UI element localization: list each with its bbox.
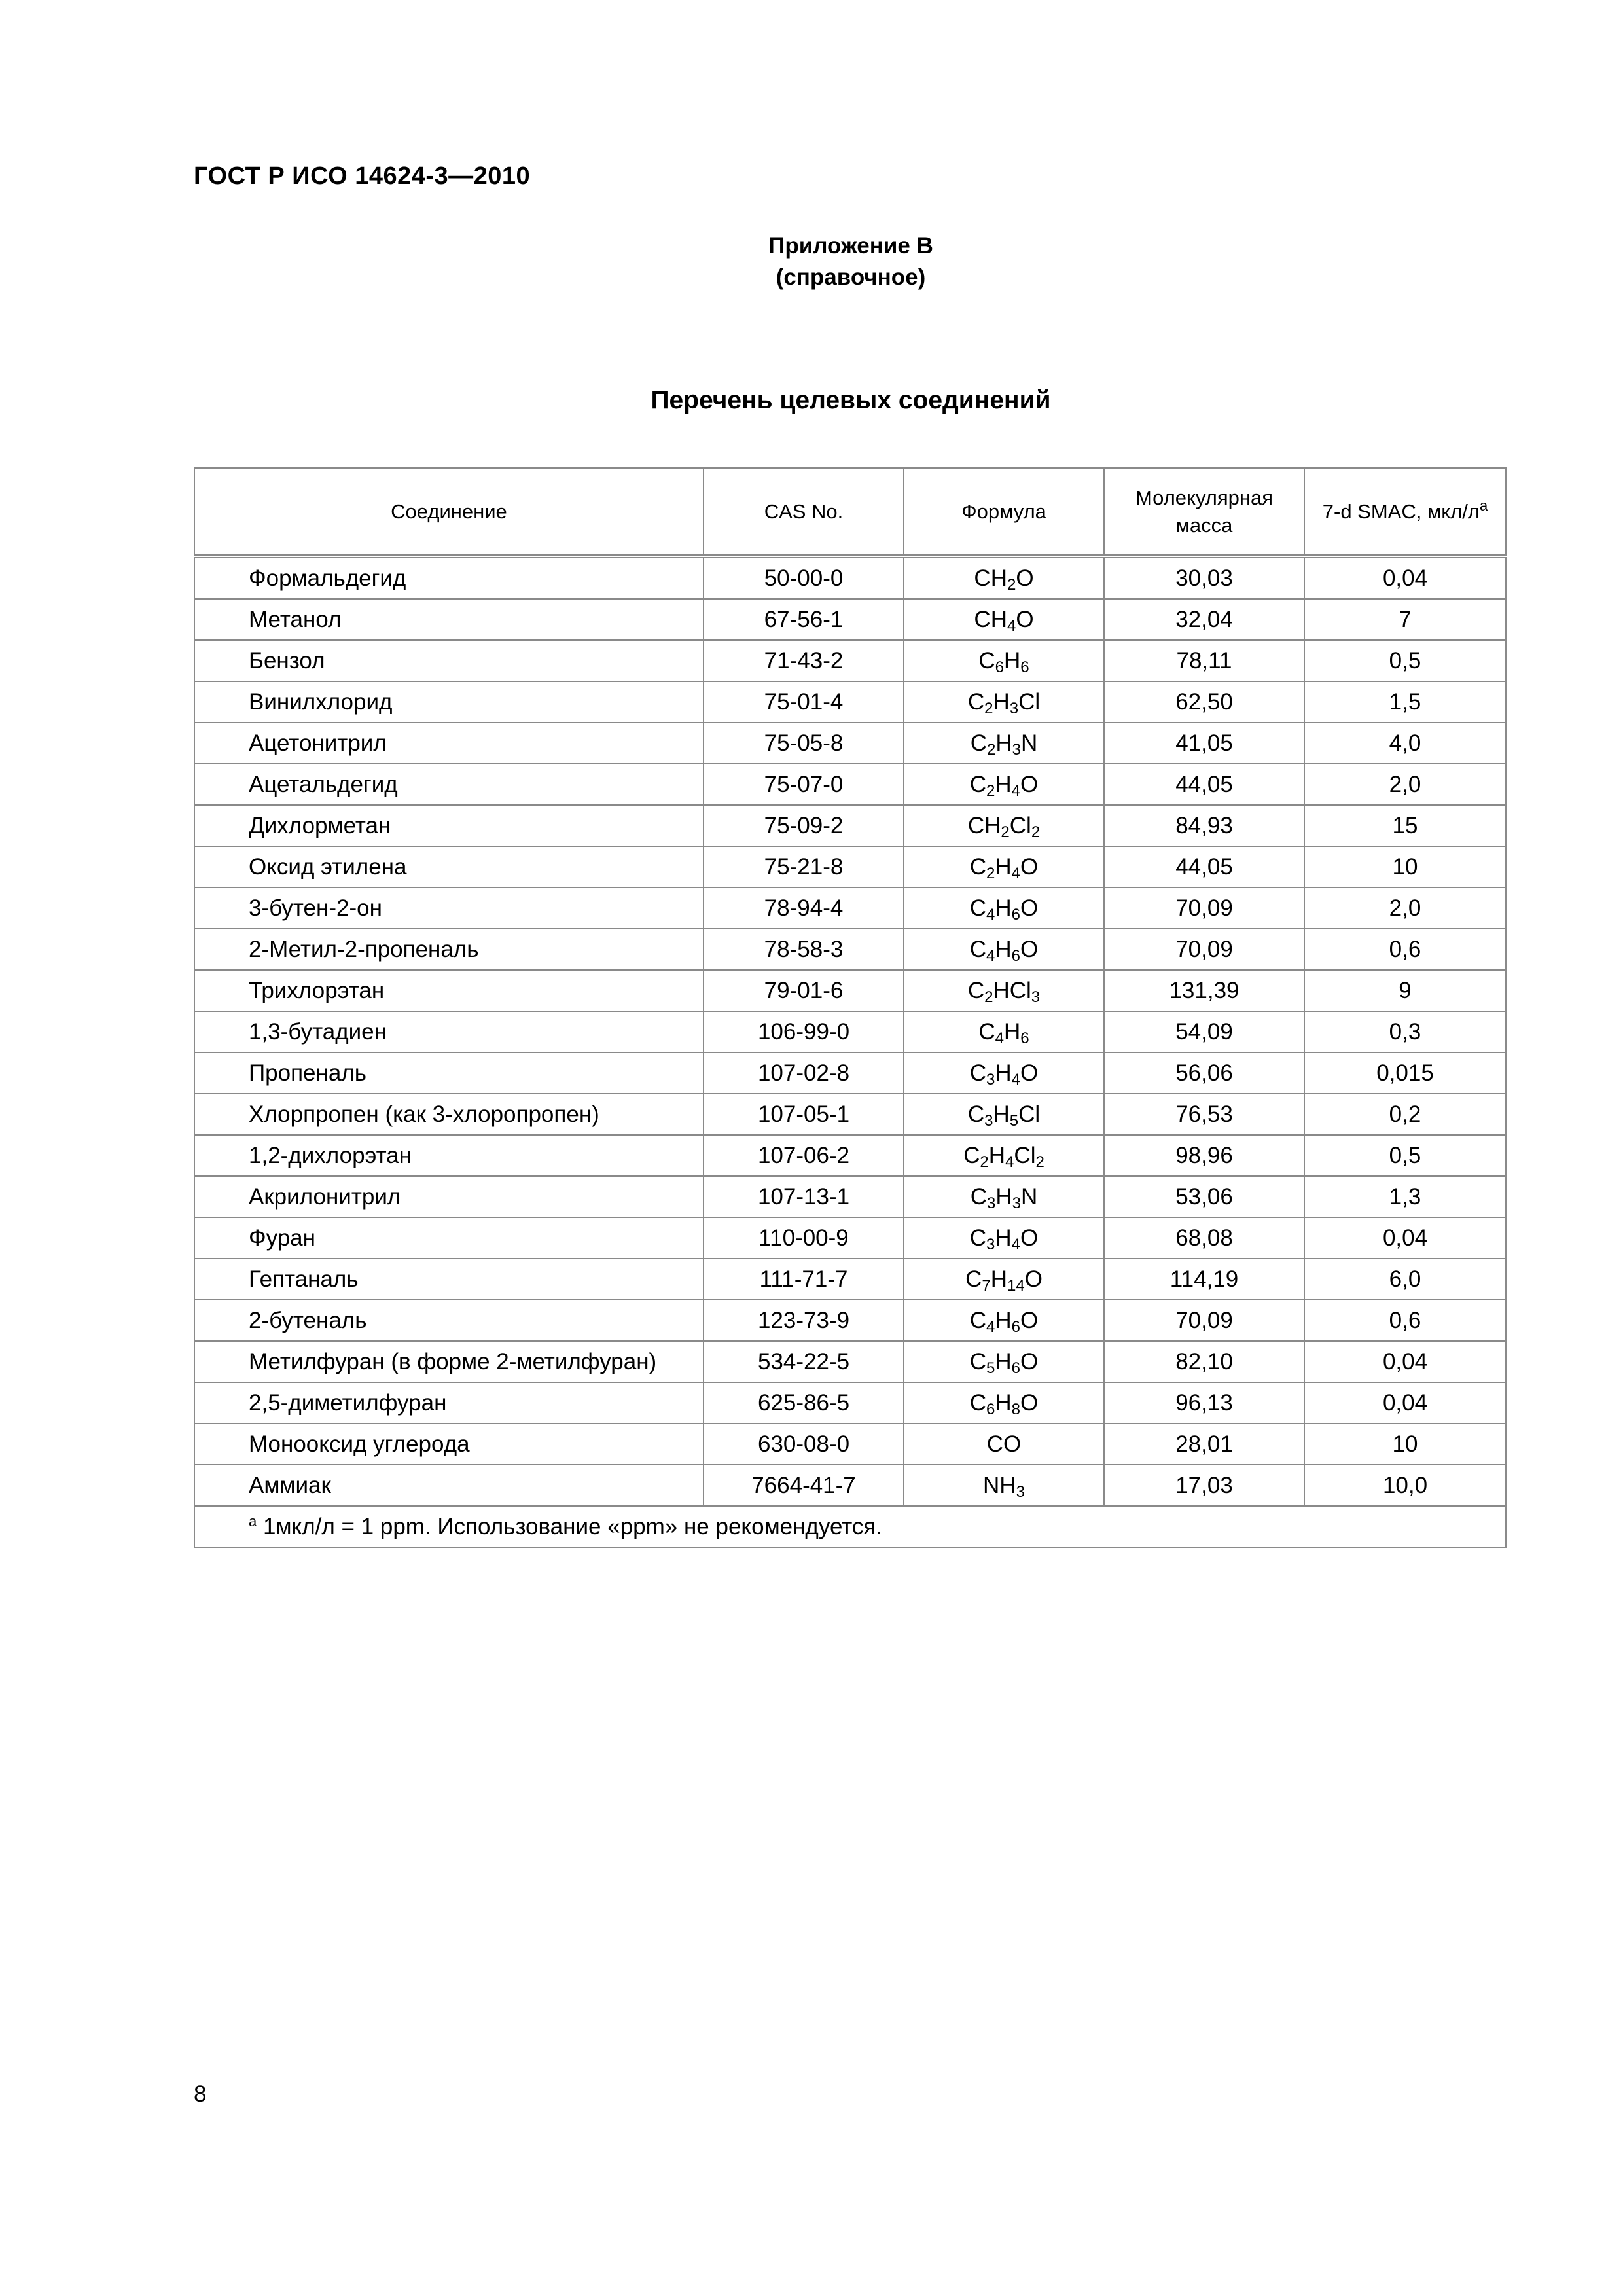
cas-number-cell: 50-00-0 — [704, 556, 904, 599]
table-row — [194, 805, 1506, 846]
formula-element: C — [978, 647, 995, 673]
compound-name-cell: Фуран — [194, 1217, 704, 1259]
molecular-mass-cell: 76,53 — [1104, 1094, 1304, 1135]
smac-value-cell: 0,2 — [1304, 1094, 1506, 1135]
formula-element: H — [995, 1225, 1012, 1251]
formula-cell — [904, 1424, 1104, 1465]
formula-element: O — [1020, 936, 1039, 962]
molecular-mass-cell: 53,06 — [1104, 1176, 1304, 1217]
compound-name-cell: 2-бутеналь — [194, 1300, 704, 1341]
formula-element: C — [963, 1142, 980, 1168]
formula-subscript: 4 — [986, 1318, 995, 1336]
formula-cell — [904, 556, 1104, 599]
formula-cell — [904, 1135, 1104, 1176]
header-mass-line2: масса — [1175, 513, 1233, 537]
formula-element: C — [969, 895, 987, 921]
smac-value-cell: 0,5 — [1304, 1135, 1506, 1176]
compound-name-cell: Хлорпропен (как 3-хлоропропен) — [194, 1094, 704, 1135]
formula-subscript: 2 — [984, 699, 993, 717]
compound-name-cell: Ацетонитрил — [194, 723, 704, 764]
formula-element: H — [990, 1266, 1007, 1292]
formula-subscript: 4 — [1007, 617, 1016, 635]
formula-element: C — [967, 689, 985, 715]
table-row — [194, 681, 1506, 723]
formula-element: O — [1020, 1390, 1039, 1416]
cas-number-cell: 630-08-0 — [704, 1424, 904, 1465]
table-header-row — [194, 468, 1506, 556]
formula-element: H — [993, 1101, 1010, 1127]
formula-subscript: 3 — [986, 1070, 995, 1088]
molecular-mass-cell: 96,13 — [1104, 1382, 1304, 1424]
formula-element: H — [995, 936, 1012, 962]
formula-element: CH — [974, 606, 1007, 632]
cas-number-cell: 111-71-7 — [704, 1259, 904, 1300]
table-row — [194, 1341, 1506, 1382]
formula-cell — [904, 1052, 1104, 1094]
smac-value-cell: 1,3 — [1304, 1176, 1506, 1217]
cas-number-cell: 75-07-0 — [704, 764, 904, 805]
formula-subscript: 2 — [986, 864, 995, 882]
formula-subscript: 6 — [995, 658, 1004, 676]
cas-number-cell: 110-00-9 — [704, 1217, 904, 1259]
table-row — [194, 1465, 1506, 1506]
formula-element: H — [995, 1060, 1012, 1086]
molecular-mass-cell: 32,04 — [1104, 599, 1304, 640]
formula-element: O — [1020, 1225, 1039, 1251]
cas-number-cell: 75-01-4 — [704, 681, 904, 723]
compound-name-cell: Оксид этилена — [194, 846, 704, 888]
table-row — [194, 556, 1506, 599]
formula-element: CH — [967, 812, 1001, 838]
formula-element: H — [995, 1390, 1012, 1416]
table-row — [194, 1424, 1506, 1465]
smac-value-cell: 2,0 — [1304, 888, 1506, 929]
compounds-table — [194, 467, 1507, 1548]
header-smac-label: 7-d SMAC, мкл/л — [1322, 499, 1480, 523]
compound-name-cell: 2,5-диметилфуран — [194, 1382, 704, 1424]
smac-value-cell: 0,3 — [1304, 1011, 1506, 1052]
smac-value-cell: 6,0 — [1304, 1259, 1506, 1300]
formula-element: O — [1020, 853, 1039, 880]
formula-subscript: 5 — [1009, 1111, 1019, 1130]
compound-name-cell: Акрилонитрил — [194, 1176, 704, 1217]
formula-subscript: 4 — [986, 905, 995, 924]
molecular-mass-cell: 44,05 — [1104, 764, 1304, 805]
formula-subscript: 2 — [1031, 823, 1041, 841]
smac-value-cell: 10,0 — [1304, 1465, 1506, 1506]
smac-value-cell: 0,5 — [1304, 640, 1506, 681]
formula-element: H — [995, 1183, 1012, 1210]
formula-cell — [904, 1341, 1104, 1382]
formula-cell — [904, 970, 1104, 1011]
formula-element: O — [1020, 1307, 1039, 1333]
formula-element: O — [1016, 565, 1034, 591]
smac-value-cell: 0,6 — [1304, 929, 1506, 970]
formula-subscript: 4 — [986, 946, 995, 965]
formula-subscript: 3 — [987, 1194, 996, 1212]
formula-element: H — [995, 895, 1012, 921]
table-row — [194, 723, 1506, 764]
header-molecular-mass — [1104, 468, 1304, 556]
formula-element: N — [1021, 730, 1038, 756]
formula-subscript: 6 — [1011, 946, 1021, 965]
smac-value-cell: 0,6 — [1304, 1300, 1506, 1341]
formula-cell — [904, 929, 1104, 970]
molecular-mass-cell: 114,19 — [1104, 1259, 1304, 1300]
compound-name-cell: Метанол — [194, 599, 704, 640]
formula-element: O — [1020, 1060, 1039, 1086]
formula-element: Cl — [1018, 689, 1041, 715]
formula-cell — [904, 1382, 1104, 1424]
formula-cell — [904, 805, 1104, 846]
cas-number-cell: 78-94-4 — [704, 888, 904, 929]
smac-value-cell: 10 — [1304, 846, 1506, 888]
formula-subscript: 6 — [1011, 1318, 1021, 1336]
table-row — [194, 1300, 1506, 1341]
formula-element: H — [995, 730, 1012, 756]
cas-number-cell: 107-13-1 — [704, 1176, 904, 1217]
table-row — [194, 1135, 1506, 1176]
formula-element: H — [1004, 1018, 1021, 1045]
formula-subscript: 4 — [995, 1029, 1004, 1047]
formula-subscript: 3 — [1012, 1194, 1021, 1212]
compound-name-cell: 3-бутен-2-он — [194, 888, 704, 929]
formula-element: H — [995, 1348, 1012, 1374]
cas-number-cell: 106-99-0 — [704, 1011, 904, 1052]
formula-subscript: 3 — [986, 1235, 995, 1253]
molecular-mass-cell: 131,39 — [1104, 970, 1304, 1011]
formula-cell — [904, 1465, 1104, 1506]
table-row — [194, 1382, 1506, 1424]
molecular-mass-cell: 54,09 — [1104, 1011, 1304, 1052]
formula-element: C — [969, 1060, 987, 1086]
molecular-mass-cell: 28,01 — [1104, 1424, 1304, 1465]
formula-element: H — [995, 1307, 1012, 1333]
formula-cell — [904, 599, 1104, 640]
formula-subscript: 2 — [980, 1153, 989, 1171]
formula-subscript: 3 — [1012, 740, 1021, 759]
formula-cell — [904, 681, 1104, 723]
molecular-mass-cell: 98,96 — [1104, 1135, 1304, 1176]
formula-subscript: 7 — [982, 1276, 991, 1295]
formula-element: CH — [974, 565, 1007, 591]
header-formula: Формула — [904, 468, 1104, 556]
page-number: 8 — [194, 2081, 207, 2107]
formula-subscript: 6 — [1011, 1359, 1021, 1377]
compound-name-cell: 1,3-бутадиен — [194, 1011, 704, 1052]
smac-value-cell: 0,04 — [1304, 1382, 1506, 1424]
table-body — [194, 556, 1506, 1506]
table-row — [194, 1094, 1506, 1135]
formula-cell — [904, 1176, 1104, 1217]
compound-name-cell: Дихлорметан — [194, 805, 704, 846]
smac-value-cell: 7 — [1304, 599, 1506, 640]
table-row — [194, 1176, 1506, 1217]
formula-element: O — [1016, 606, 1034, 632]
formula-subscript: 2 — [1007, 575, 1016, 594]
formula-subscript: 5 — [986, 1359, 995, 1377]
appendix-title: Приложение В — [768, 233, 933, 259]
formula-subscript: 6 — [1011, 905, 1021, 924]
footnote-text: 1мкл/л = 1 ppm. Использование «ppm» не рекомендуется. — [262, 1513, 883, 1539]
footnote-cell — [194, 1506, 1506, 1547]
molecular-mass-cell: 78,11 — [1104, 640, 1304, 681]
formula-subscript: 6 — [986, 1400, 995, 1418]
header-compound: Соединение — [194, 468, 704, 556]
formula-subscript: 4 — [1011, 781, 1021, 800]
formula-element: H — [995, 853, 1012, 880]
smac-value-cell: 10 — [1304, 1424, 1506, 1465]
smac-value-cell: 9 — [1304, 970, 1506, 1011]
table-row — [194, 970, 1506, 1011]
molecular-mass-cell: 41,05 — [1104, 723, 1304, 764]
footnote-row — [194, 1506, 1506, 1547]
formula-subscript: 3 — [1009, 699, 1019, 717]
formula-element: C — [969, 1348, 987, 1374]
smac-value-cell: 0,015 — [1304, 1052, 1506, 1094]
formula-cell — [904, 888, 1104, 929]
cas-number-cell: 7664-41-7 — [704, 1465, 904, 1506]
formula-element: C — [969, 936, 987, 962]
formula-element: NH — [983, 1472, 1016, 1498]
formula-element: H — [1004, 647, 1021, 673]
formula-element: C — [970, 1183, 987, 1210]
compound-name-cell: Бензол — [194, 640, 704, 681]
document-code: ГОСТ Р ИСО 14624-3—2010 — [194, 162, 531, 190]
molecular-mass-cell: 68,08 — [1104, 1217, 1304, 1259]
appendix-heading — [0, 230, 1623, 293]
formula-subscript: 4 — [1011, 1235, 1021, 1253]
formula-subscript: 14 — [1007, 1276, 1025, 1295]
compound-name-cell: Трихлорэтан — [194, 970, 704, 1011]
compound-name-cell: Ацетальдегид — [194, 764, 704, 805]
formula-element: C — [969, 1307, 987, 1333]
table-row — [194, 1217, 1506, 1259]
table-row — [194, 1052, 1506, 1094]
compound-name-cell: 2-Метил-2-пропеналь — [194, 929, 704, 970]
header-smac — [1304, 468, 1506, 556]
formula-element: C — [978, 1018, 995, 1045]
smac-value-cell: 1,5 — [1304, 681, 1506, 723]
formula-cell — [904, 764, 1104, 805]
formula-subscript: 2 — [984, 988, 993, 1006]
cas-number-cell: 71-43-2 — [704, 640, 904, 681]
formula-element: C — [969, 771, 987, 797]
table-row — [194, 846, 1506, 888]
formula-subscript: 2 — [1001, 823, 1010, 841]
formula-element: N — [1021, 1183, 1038, 1210]
formula-element: O — [1020, 895, 1039, 921]
formula-cell — [904, 640, 1104, 681]
cas-number-cell: 123-73-9 — [704, 1300, 904, 1341]
table-row — [194, 888, 1506, 929]
smac-value-cell: 0,04 — [1304, 1341, 1506, 1382]
molecular-mass-cell: 70,09 — [1104, 1300, 1304, 1341]
formula-subscript: 3 — [984, 1111, 993, 1130]
table-row — [194, 640, 1506, 681]
formula-element: Cl — [1009, 812, 1031, 838]
cas-number-cell: 107-02-8 — [704, 1052, 904, 1094]
formula-cell — [904, 1300, 1104, 1341]
formula-subscript: 8 — [1011, 1400, 1021, 1418]
cas-number-cell: 107-05-1 — [704, 1094, 904, 1135]
compound-name-cell: Монооксид углерода — [194, 1424, 704, 1465]
cas-number-cell: 107-06-2 — [704, 1135, 904, 1176]
formula-cell — [904, 1259, 1104, 1300]
formula-element: C — [969, 853, 987, 880]
formula-element: O — [1024, 1266, 1043, 1292]
cas-number-cell: 78-58-3 — [704, 929, 904, 970]
cas-number-cell: 534-22-5 — [704, 1341, 904, 1382]
formula-subscript: 2 — [987, 740, 996, 759]
formula-element: Cl — [1018, 1101, 1041, 1127]
table-row — [194, 1259, 1506, 1300]
formula-subscript: 2 — [986, 781, 995, 800]
formula-subscript: 3 — [1016, 1482, 1025, 1501]
formula-subscript: 4 — [1005, 1153, 1014, 1171]
table-row — [194, 599, 1506, 640]
smac-value-cell: 0,04 — [1304, 1217, 1506, 1259]
appendix-kind: (справочное) — [776, 264, 926, 290]
formula-element: H — [995, 771, 1012, 797]
formula-subscript: 6 — [1020, 1029, 1029, 1047]
compound-name-cell: Гептаналь — [194, 1259, 704, 1300]
molecular-mass-cell: 62,50 — [1104, 681, 1304, 723]
cas-number-cell: 625-86-5 — [704, 1382, 904, 1424]
molecular-mass-cell: 70,09 — [1104, 929, 1304, 970]
cas-number-cell: 75-05-8 — [704, 723, 904, 764]
formula-element: Cl — [1014, 1142, 1036, 1168]
table-title: Перечень целевых соединений — [651, 386, 1051, 414]
cas-number-cell: 75-21-8 — [704, 846, 904, 888]
formula-subscript: 4 — [1011, 1070, 1021, 1088]
molecular-mass-cell: 17,03 — [1104, 1465, 1304, 1506]
molecular-mass-cell: 70,09 — [1104, 888, 1304, 929]
cas-number-cell: 75-09-2 — [704, 805, 904, 846]
table-row — [194, 929, 1506, 970]
formula-cell — [904, 723, 1104, 764]
molecular-mass-cell: 44,05 — [1104, 846, 1304, 888]
formula-element: C — [967, 977, 985, 1003]
header-smac-footnote-mark: a — [1479, 497, 1488, 514]
formula-element: CO — [986, 1431, 1022, 1457]
formula-element: HCl — [993, 977, 1031, 1003]
formula-subscript: 4 — [1011, 864, 1021, 882]
compound-name-cell: Винилхлорид — [194, 681, 704, 723]
smac-value-cell: 0,04 — [1304, 556, 1506, 599]
smac-value-cell: 15 — [1304, 805, 1506, 846]
formula-cell — [904, 1094, 1104, 1135]
molecular-mass-cell: 30,03 — [1104, 556, 1304, 599]
formula-element: C — [967, 1101, 985, 1127]
formula-element: O — [1020, 1348, 1039, 1374]
formula-element: C — [969, 1390, 987, 1416]
cas-number-cell: 67-56-1 — [704, 599, 904, 640]
formula-cell — [904, 1217, 1104, 1259]
formula-cell — [904, 846, 1104, 888]
header-mass-line1: Молекулярная — [1135, 486, 1274, 509]
compound-name-cell: Аммиак — [194, 1465, 704, 1506]
molecular-mass-cell: 82,10 — [1104, 1341, 1304, 1382]
molecular-mass-cell: 56,06 — [1104, 1052, 1304, 1094]
formula-subscript: 3 — [1031, 988, 1041, 1006]
compound-name-cell: Формальдегид — [194, 556, 704, 599]
formula-element: C — [969, 1225, 987, 1251]
formula-cell — [904, 1011, 1104, 1052]
formula-element: H — [993, 689, 1010, 715]
smac-value-cell: 2,0 — [1304, 764, 1506, 805]
compound-name-cell: Пропеналь — [194, 1052, 704, 1094]
compound-name-cell: Метилфуран (в форме 2-метилфуран) — [194, 1341, 704, 1382]
table-row — [194, 1011, 1506, 1052]
molecular-mass-cell: 84,93 — [1104, 805, 1304, 846]
formula-element: H — [988, 1142, 1006, 1168]
cas-number-cell: 79-01-6 — [704, 970, 904, 1011]
formula-element: C — [965, 1266, 982, 1292]
footnote-mark: a — [249, 1513, 257, 1530]
compound-name-cell: 1,2-дихлорэтан — [194, 1135, 704, 1176]
table-row — [194, 764, 1506, 805]
formula-subscript: 6 — [1020, 658, 1029, 676]
formula-element: O — [1020, 771, 1039, 797]
formula-subscript: 2 — [1035, 1153, 1044, 1171]
formula-element: C — [970, 730, 987, 756]
smac-value-cell: 4,0 — [1304, 723, 1506, 764]
header-cas: CAS No. — [704, 468, 904, 556]
